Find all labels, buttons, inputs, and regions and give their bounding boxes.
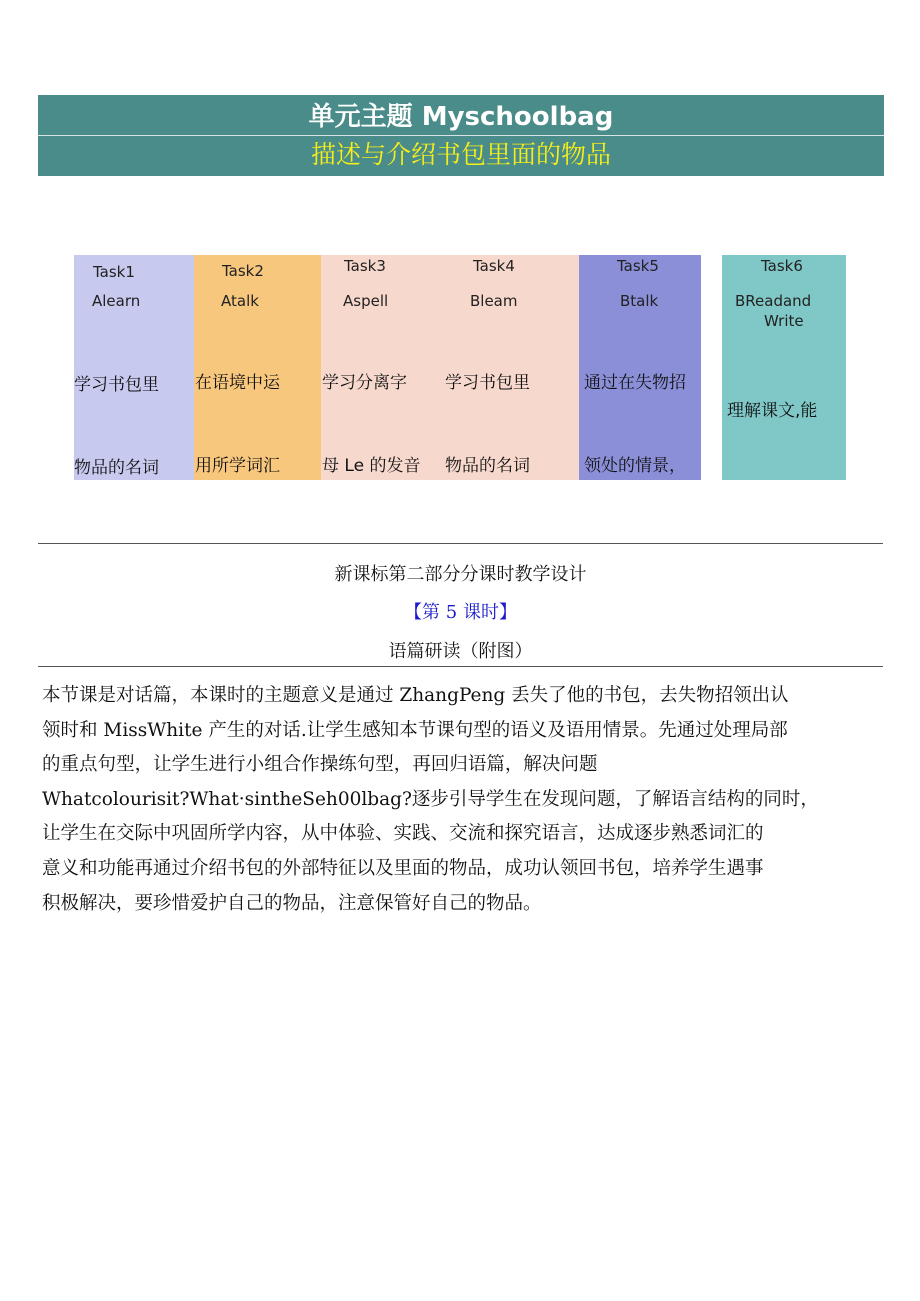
paragraph-line: 让学生在交际中巩固所学内容，从中体验、实践、交流和探究语言，达成逐步熟悉词汇的 (42, 823, 764, 845)
task-card-3-4 (321, 255, 579, 480)
task-description (445, 315, 530, 480)
task-name: Task1 (93, 263, 135, 281)
task-name: Task5 (617, 257, 659, 275)
lesson-analysis-paragraph (42, 679, 882, 921)
desc-line: 物品的名词 (445, 455, 530, 476)
task-card-2 (194, 255, 321, 480)
section-subheading: 语篇研读（附图） (388, 641, 533, 662)
task-card-1 (74, 255, 194, 480)
task-description (322, 315, 420, 480)
task-activity-continued: Write (764, 312, 804, 330)
task-description (727, 343, 829, 480)
paragraph-line: 的重点句型，让学生进行小组合作操练句型，再回归语篇，解决问题 (42, 754, 598, 776)
lesson-number: 【第 5 课时】 (404, 602, 517, 623)
section-heading: 新课标第二部分分课时教学设计 (334, 564, 587, 585)
task-name: Task2 (222, 262, 264, 280)
task-name: Task3 (344, 257, 386, 275)
desc-line: 母 Le 的发音 (322, 455, 421, 476)
task-name: Task4 (473, 257, 515, 275)
desc-line: 学习书包里 (74, 375, 159, 395)
desc-line: 用所学词汇 (195, 455, 280, 476)
desc-line: 学习分离字 (322, 373, 407, 393)
desc-line: 领处的情景， (584, 455, 686, 476)
desc-line: 通过在失物招 (584, 373, 686, 393)
paragraph-line: Whatcolourisit?What·sintheSeh00lbag?逐步引导学生在发现问题，了解语言结构的同时， (42, 788, 819, 810)
desc-line: 学习书包里 (445, 373, 530, 393)
task-card-6 (722, 255, 846, 480)
desc-line: 物品的名词 (74, 457, 159, 478)
paragraph-line: 意义和功能再通过介绍书包的外部特征以及里面的物品，成功认领回书包，培养学生遇事 (42, 857, 764, 879)
unit-theme-title: 单元主题 Myschoolbag (38, 95, 884, 136)
unit-banner (38, 95, 884, 176)
task-description (195, 315, 280, 480)
task-activity: Aspell (343, 292, 389, 310)
task-description (74, 317, 159, 480)
divider-top (38, 543, 883, 544)
paragraph-line: 本节课是对话篇，本课时的主题意义是通过 ZhangPeng 丢失了他的书包，去失物招领出认 (42, 685, 789, 706)
task-description (584, 315, 686, 480)
divider-bottom (38, 666, 883, 667)
paragraph-line: 领时和 MissWhite 产生的对话.让学生感知本节课句型的语义及语用情景。先通过处理局部 (42, 719, 788, 741)
task-card-5 (579, 255, 701, 480)
desc-line: 理解课文,能 (727, 401, 818, 421)
unit-theme-subtitle: 描述与介绍书包里面的物品 (310, 140, 611, 169)
desc-line: 在语境中运 (195, 373, 280, 393)
task-activity: Alearn (92, 292, 141, 310)
task-activity: BReadand (735, 292, 812, 310)
task-name: Task6 (761, 257, 803, 275)
task-activity: Bleam (470, 292, 518, 310)
paragraph-line: 积极解决，要珍惜爱护自己的物品，注意保管好自己的物品。 (42, 892, 542, 914)
task-activity: Btalk (620, 292, 659, 310)
task-activity: Atalk (221, 292, 259, 310)
